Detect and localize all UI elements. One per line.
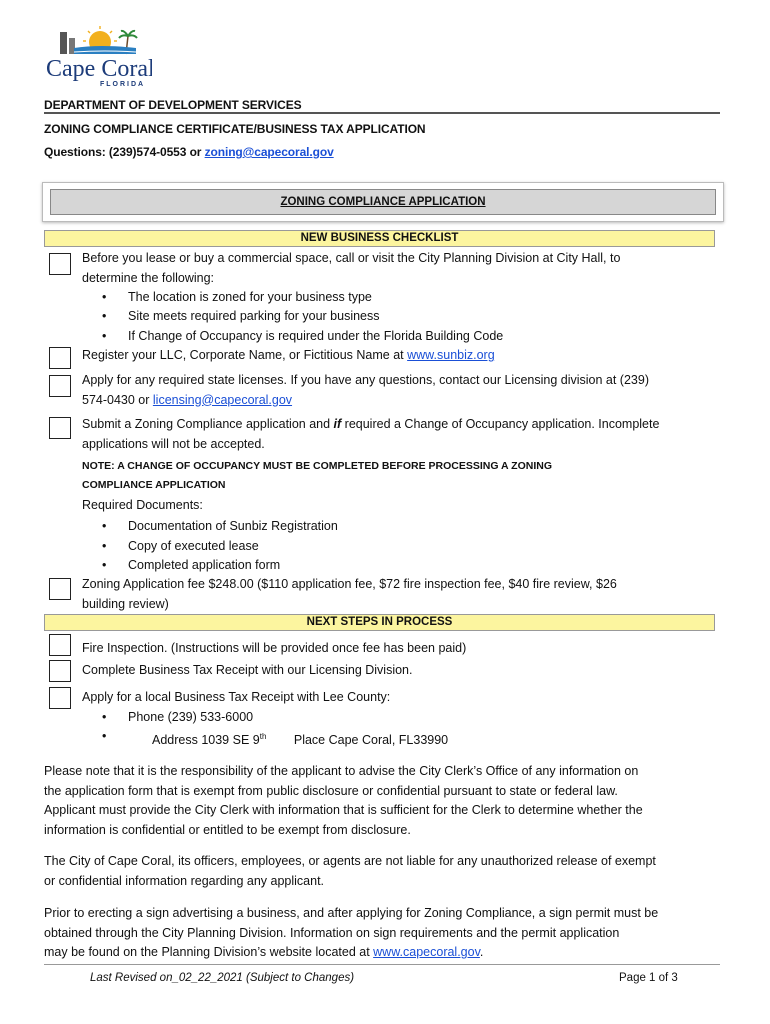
- zoning-email-link[interactable]: zoning@capecoral.gov: [204, 145, 334, 159]
- page-number: Page 1 of 3: [619, 972, 678, 984]
- checkbox-application-fee[interactable]: [49, 578, 71, 600]
- item1-line1: Before you lease or buy a commercial space, call or visit the City Planning Division at City Hall, to: [82, 251, 621, 265]
- header-divider: [44, 112, 720, 114]
- last-revised: Last Revised on_02_22_2021 (Subject to Changes): [90, 972, 355, 984]
- checklist-item-5: Zoning Application fee $248.00 ($110 application fee, $72 fire inspection fee, $40 fire review, $26 building review): [82, 577, 617, 611]
- banner-title: ZONING COMPLIANCE APPLICATION: [50, 189, 716, 215]
- step-business-tax-receipt: Complete Business Tax Receipt with our Licensing Division.: [82, 663, 413, 677]
- checklist-item-4: Submit a Zoning Compliance application and if required a Change of Occupancy application. Incomplete applications will not be accepted.: [82, 415, 722, 454]
- department-title: DEPARTMENT OF DEVELOPMENT SERVICES: [44, 98, 302, 112]
- item4-line2: applications will not be accepted.: [82, 436, 265, 451]
- step-lee-county: Apply for a local Business Tax Receipt with Lee County:: [82, 690, 391, 704]
- sign-permit-paragraph: Prior to erecting a sign advertising a business, and after applying for Zoning Compliance, a sign permit must be obtained through the City Planning Division. Information on sign requirements and the permit application may be found on the Planning Division’s website located at www.capecoral.gov.: [44, 906, 659, 959]
- questions-text: Questions: (239)574-0553 or: [44, 145, 205, 159]
- occupancy-note: NOTE: A CHANGE OF OCCUPANCY MUST BE COMPLETED BEFORE PROCESSING A ZONING COMPLIANCE APPLICATION: [82, 460, 552, 491]
- item1-line2: determine the following:: [82, 270, 215, 285]
- doc-bullet-form: • Completed application form: [104, 556, 280, 575]
- checkbox-zoning-application[interactable]: [49, 417, 71, 439]
- required-documents-label: Required Documents:: [82, 498, 203, 512]
- checkbox-business-tax-receipt[interactable]: [49, 660, 71, 682]
- svg-text:Cape Coral: Cape Coral: [46, 56, 152, 82]
- checkbox-fire-inspection[interactable]: [49, 634, 71, 656]
- checkbox-lee-county[interactable]: [49, 687, 71, 709]
- bullet-parking: • Site meets required parking for your business: [104, 307, 380, 326]
- item3-line2: 574-0430 or licensing@capecoral.gov: [82, 392, 293, 407]
- logo-graphic-icon: [44, 26, 152, 88]
- questions-line: [44, 145, 334, 159]
- form-title: ZONING COMPLIANCE CERTIFICATE/BUSINESS TAX APPLICATION: [44, 122, 426, 136]
- step-fire-inspection: Fire Inspection. (Instructions will be provided once fee has been paid): [82, 641, 467, 655]
- checkbox-visit-planning[interactable]: [49, 253, 71, 275]
- sunbiz-link[interactable]: www.sunbiz.org: [407, 348, 495, 362]
- checklist-item-1: [82, 249, 722, 288]
- checklist-item-2: Register your LLC, Corporate Name, or Fictitious Name at www.sunbiz.org: [82, 348, 495, 362]
- bullet-occupancy: • If Change of Occupancy is required under the Florida Building Code: [104, 327, 503, 346]
- bullet-phone: • Phone (239) 533-6000: [104, 708, 253, 727]
- capecoral-website-link[interactable]: www.capecoral.gov: [373, 945, 480, 959]
- doc-bullet-lease: • Copy of executed lease: [104, 537, 259, 556]
- svg-text:FLORIDA: FLORIDA: [100, 81, 146, 88]
- cape-coral-logo: [44, 26, 152, 88]
- disclosure-paragraph: Please note that it is the responsibility of the applicant to advise the City Clerk’s Office of any information on the application form that is exempt from public disclosure or confidential pursuant to state or federal law. Applicant must provide the City Clerk with information that is sufficient for the Clerk to determine whether the information is confidential or entitled to be exempt from disclosure.: [44, 764, 643, 837]
- liability-paragraph: The City of Cape Coral, its officers, employees, or agents are not liable for any unauthorized release of exempt or confidential information regarding any applicant.: [44, 854, 656, 888]
- checklist-item-3: [82, 371, 722, 410]
- bullet-zoned: • The location is zoned for your business type: [104, 288, 372, 307]
- bullet-address: • Address 1039 SE 9th Place Cape Coral, FL33990: [104, 727, 448, 750]
- checklist-heading: NEW BUSINESS CHECKLIST: [44, 230, 715, 247]
- licensing-email-link[interactable]: licensing@capecoral.gov: [152, 392, 293, 407]
- checkbox-register-llc[interactable]: [49, 347, 71, 369]
- application-banner: [42, 182, 724, 222]
- checkbox-state-licenses[interactable]: [49, 375, 71, 397]
- doc-bullet-sunbiz: • Documentation of Sunbiz Registration: [104, 517, 338, 536]
- item3-line1: Apply for any required state licenses. If you have any questions, contact our Licensing division at (239): [82, 373, 649, 387]
- footer-divider: [44, 964, 720, 965]
- next-steps-heading: NEXT STEPS IN PROCESS: [44, 614, 715, 631]
